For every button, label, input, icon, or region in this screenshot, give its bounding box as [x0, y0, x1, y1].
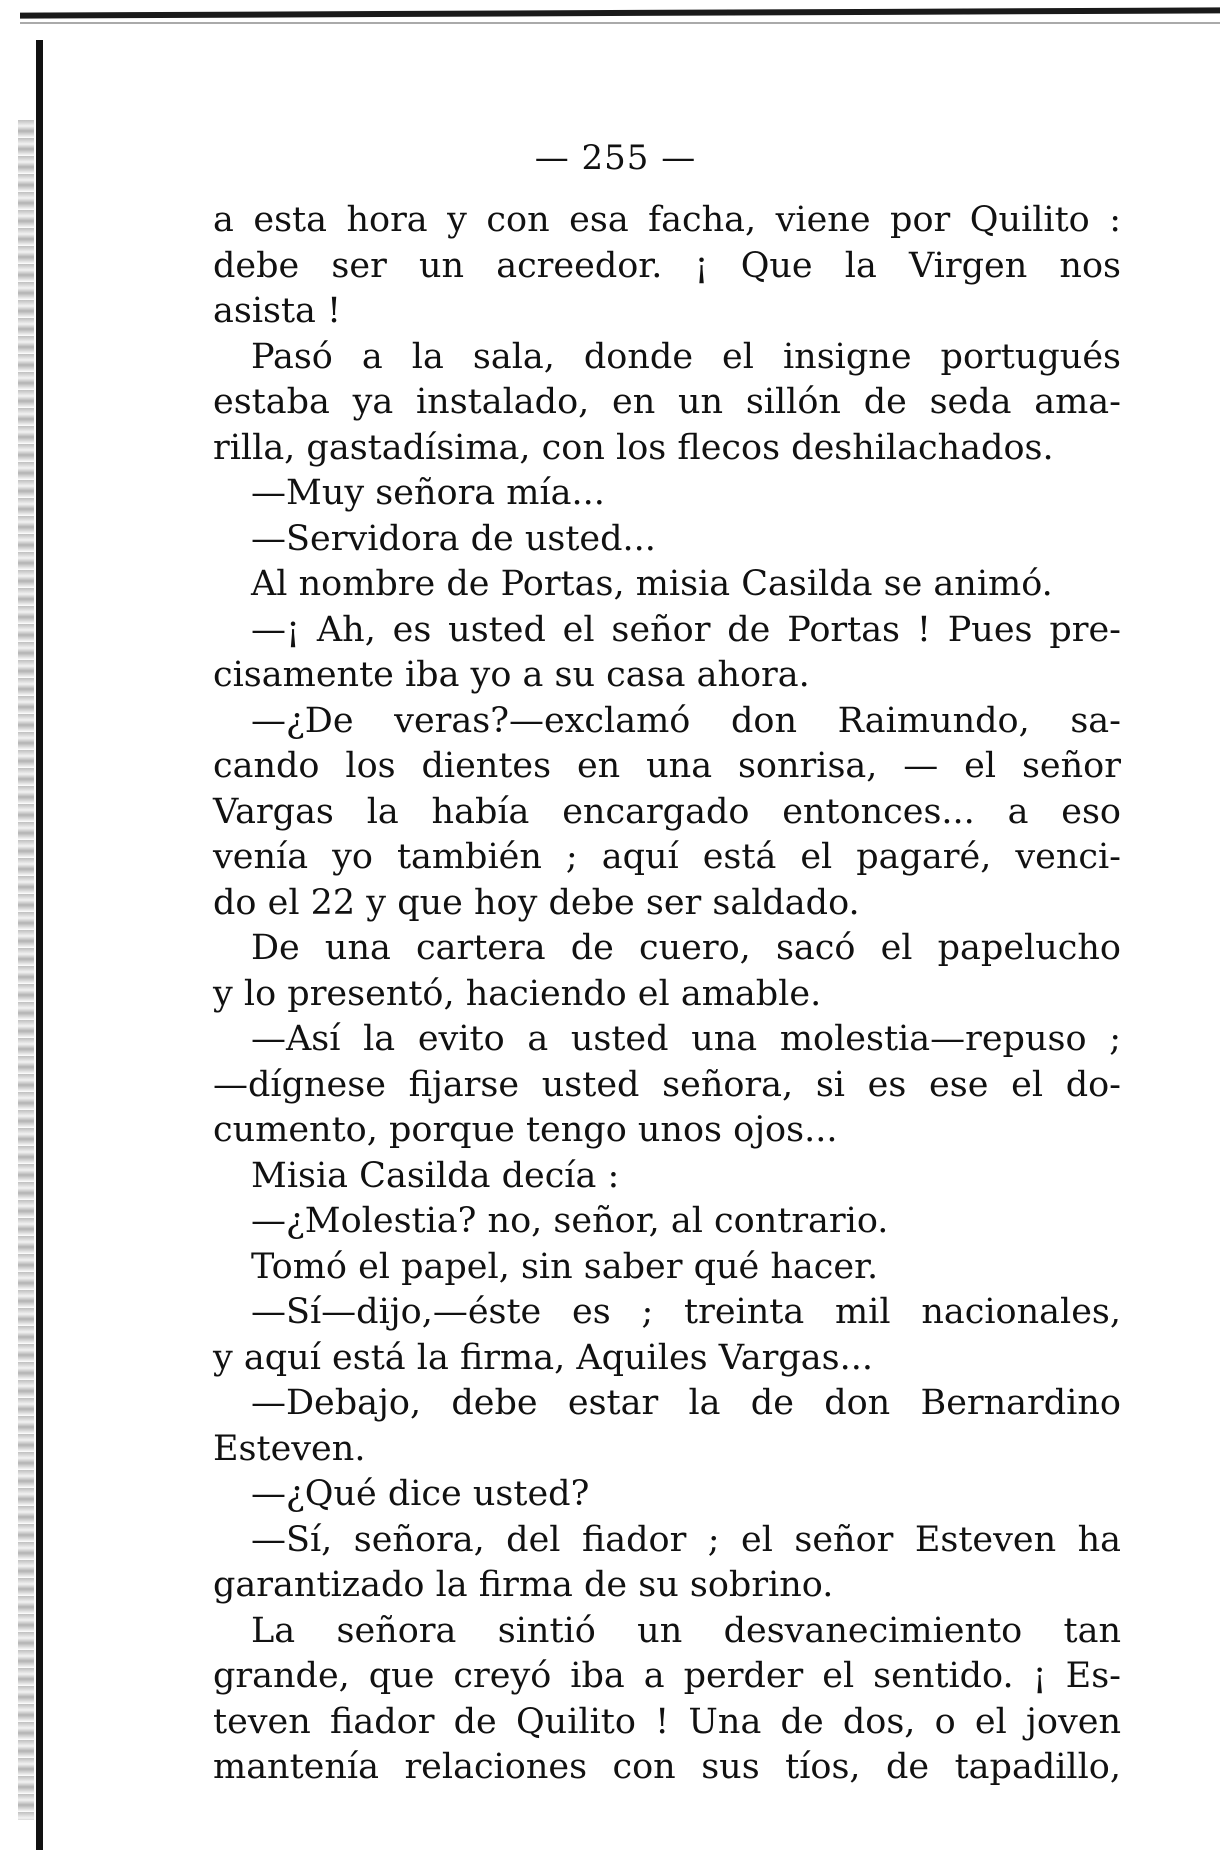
scan-left-edge — [36, 40, 43, 1850]
text-line: grande, que creyó iba a perder el sentido. ¡ Es- — [213, 1656, 1121, 1696]
text-line: —Servidora de usted... — [251, 518, 656, 559]
text-line: estaba ya instalado, en un sillón de seda ama- — [213, 382, 1121, 422]
text-line: —Sí, señora, del fiador ; el señor Esteven ha — [251, 1519, 1121, 1560]
body-text — [213, 198, 1121, 1791]
scan-top-edge — [20, 7, 1220, 18]
text-line: debe ser un acreedor. ¡ Que la Virgen nos — [213, 245, 1121, 286]
text-line: —Sí—dijo,—éste es ; treinta mil nacionales, — [251, 1292, 1121, 1332]
text-line: —¿Molestia? no, señor, al contrario. — [251, 1201, 889, 1241]
page-number: — 255 — — [534, 138, 697, 178]
text-line: —¿Qué dice usted? — [251, 1474, 590, 1514]
text-line: Esteven. — [213, 1428, 366, 1469]
text-line: cisamente iba yo a su casa ahora. — [213, 655, 810, 695]
scan-top-edge-thin — [20, 22, 1220, 24]
text-line: teven fiador de Quilito ! Una de dos, o el joven — [213, 1701, 1121, 1742]
text-line: venía yo también ; aquí está el pagaré, venci- — [213, 837, 1121, 877]
text-line: —¿De veras?—exclamó don Raimundo, sa- — [251, 700, 1121, 741]
text-line: asista ! — [213, 291, 342, 331]
text-line: cando los dientes en una sonrisa, — el señor — [213, 746, 1121, 786]
text-line: mantenía relaciones con sus tíos, de tapadillo, — [213, 1747, 1121, 1787]
text-line: —dígnese fijarse usted señora, si es ese el do- — [213, 1064, 1121, 1105]
text-line: Tomó el papel, sin saber qué hacer. — [251, 1246, 879, 1287]
text-line: cumento, porque tengo unos ojos... — [213, 1110, 838, 1150]
text-line: —¡ Ah, es usted el señor de Portas ! Pues pre- — [251, 609, 1121, 650]
scan-left-shadow — [18, 120, 34, 1820]
text-line: rilla, gastadísima, con los flecos deshilachados. — [213, 427, 1054, 468]
text-line: —Debajo, debe estar la de don Bernardino — [251, 1383, 1121, 1423]
text-line: Al nombre de Portas, misia Casilda se animó. — [251, 564, 1053, 604]
text-line: —Así la evito a usted una molestia—repuso ; — [251, 1019, 1121, 1059]
text-line: La señora sintió un desvanecimiento tan — [251, 1610, 1121, 1651]
text-line: Vargas la había encargado entonces... a eso — [213, 791, 1121, 832]
text-line: garantizado la firma de su sobrino. — [213, 1565, 834, 1605]
text-line: Pasó a la sala, donde el insigne portugués — [251, 336, 1121, 377]
text-line: —Muy señora mía... — [251, 473, 605, 513]
text-line: y aquí está la firma, Aquiles Vargas... — [213, 1337, 874, 1378]
text-line: Misia Casilda decía : — [251, 1155, 620, 1196]
text-line: y lo presentó, haciendo el amable. — [213, 973, 822, 1014]
text-line: De una cartera de cuero, sacó el papelucho — [251, 928, 1121, 968]
text-line: a esta hora y con esa facha, viene por Quilito : — [213, 200, 1121, 240]
text-line: do el 22 y que hoy debe ser saldado. — [213, 882, 860, 923]
